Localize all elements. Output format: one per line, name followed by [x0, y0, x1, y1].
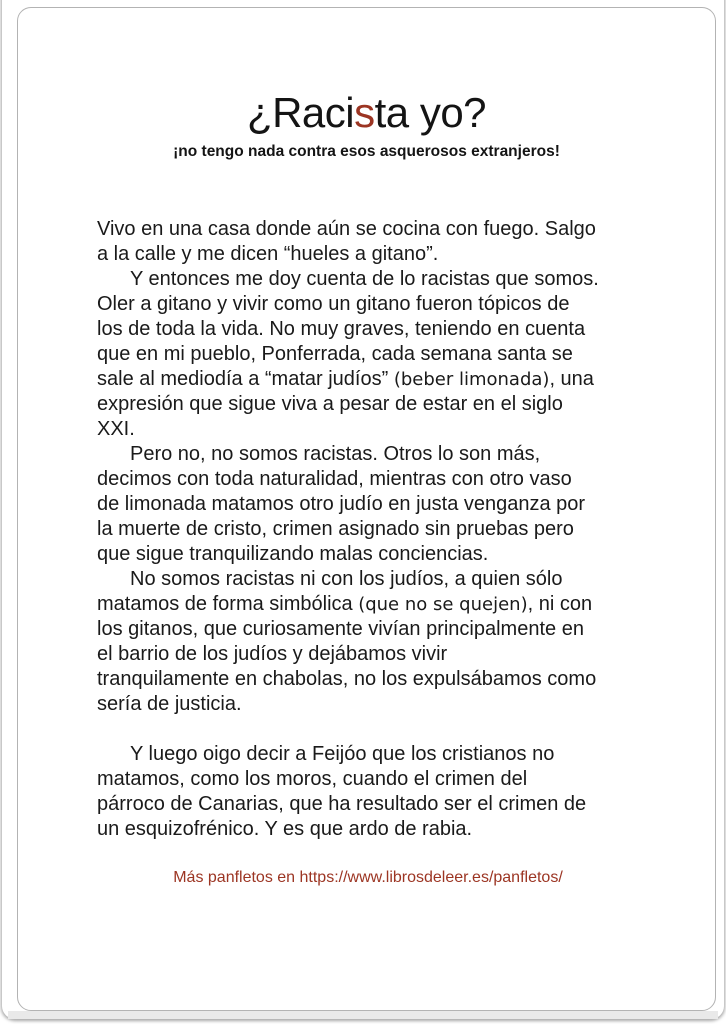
text-line: [97, 442, 639, 467]
text-line: [97, 367, 639, 392]
text-segment: de limonada matamos otro judío en justa venganza por: [97, 493, 586, 515]
title-pre: ¿Raci: [246, 89, 355, 136]
text-segment: decimos con toda naturalidad, mientras con otro vaso: [97, 468, 572, 490]
text-line: [97, 617, 639, 642]
text-line: [97, 242, 639, 267]
text-segment: expresión que sigue viva a pesar de estar en el siglo: [97, 393, 563, 415]
text-line: [97, 742, 639, 767]
text-segment: sale al mediodía a “matar judíos”: [97, 368, 394, 390]
text-line: [97, 467, 639, 492]
text-segment: Y entonces me doy cuenta de lo racistas que somos.: [130, 268, 599, 290]
text-line: [97, 767, 639, 792]
text-line: [97, 517, 639, 542]
text-segment: a la calle y me dicen “hueles a gitano”.: [97, 243, 439, 265]
text-segment: Vivo en una casa donde aún se cocina con fuego. Salgo: [97, 218, 596, 240]
text-line: [97, 592, 639, 617]
text-line: [97, 267, 639, 292]
text-line: [97, 817, 639, 842]
text-segment: matamos, como los moros, cuando el crimen del: [97, 768, 528, 790]
text-line: [97, 492, 639, 517]
text-line: [97, 642, 639, 667]
text-line: [97, 542, 639, 567]
text-segment: , ni con: [527, 593, 593, 615]
text-segment: Y luego oigo decir a Feijóo que los cristianos no: [130, 743, 555, 765]
text-line: [97, 417, 639, 442]
paragraph: [97, 442, 639, 567]
text-segment: matamos de forma simbólica: [97, 593, 359, 615]
text-segment: XXI.: [97, 418, 135, 440]
page-subtitle: ¡no tengo nada contra esos asquerosos extranjeros!: [173, 143, 560, 160]
footer-link[interactable]: Más panfletos en https://www.librosdeleer.es/panfletos/: [173, 869, 563, 886]
text-line: [97, 317, 639, 342]
text-line: [97, 692, 639, 717]
text-segment: que en mi pueblo, Ponferrada, cada semana santa se: [97, 343, 573, 365]
parenthetical-text: (beber limonada): [393, 369, 550, 390]
text-line: [97, 567, 639, 592]
body-text: [97, 217, 639, 842]
text-segment: la muerte de cristo, crimen asignado sin pruebas pero: [97, 518, 574, 540]
text-line: [97, 792, 639, 817]
text-line: [97, 392, 639, 417]
text-segment: que sigue tranquilizando malas conciencias.: [97, 543, 489, 565]
parenthetical-text: (que no se quejen): [358, 594, 528, 615]
text-segment: No somos racistas ni con los judíos, a quien sólo: [130, 568, 563, 590]
text-segment: un esquizofrénico. Y es que ardo de rabia.: [97, 818, 473, 840]
paragraph: [97, 567, 639, 717]
text-line: [97, 217, 639, 242]
text-segment: , una: [549, 368, 594, 390]
text-segment: Pero no, no somos racistas. Otros lo son más,: [130, 443, 541, 465]
text-segment: sería de justicia.: [97, 693, 242, 715]
text-segment: tranquilamente en chabolas, no los expulsábamos como: [97, 668, 597, 690]
paragraph: [97, 217, 639, 267]
text-segment: párroco de Canarias, que ha resultado ser el crimen de: [97, 793, 587, 815]
text-line: [97, 342, 639, 367]
paragraph: [97, 267, 639, 442]
title-post: ta yo?: [374, 89, 487, 136]
text-line: [97, 292, 639, 317]
document-page: [17, 7, 716, 1011]
text-segment: Oler a gitano y vivir como un gitano fueron tópicos de: [97, 293, 570, 315]
text-segment: el barrio de los judíos y dejábamos vivir: [97, 643, 448, 665]
page-title: [18, 91, 715, 135]
text-segment: los de toda la vida. No muy graves, teniendo en cuenta: [97, 318, 586, 340]
text-segment: los gitanos, que curiosamente vivían principalmente en: [97, 618, 584, 640]
window-bottom-band: [8, 1011, 718, 1019]
paragraph: [97, 742, 639, 842]
text-line: [97, 667, 639, 692]
title-accent: s: [354, 89, 375, 136]
